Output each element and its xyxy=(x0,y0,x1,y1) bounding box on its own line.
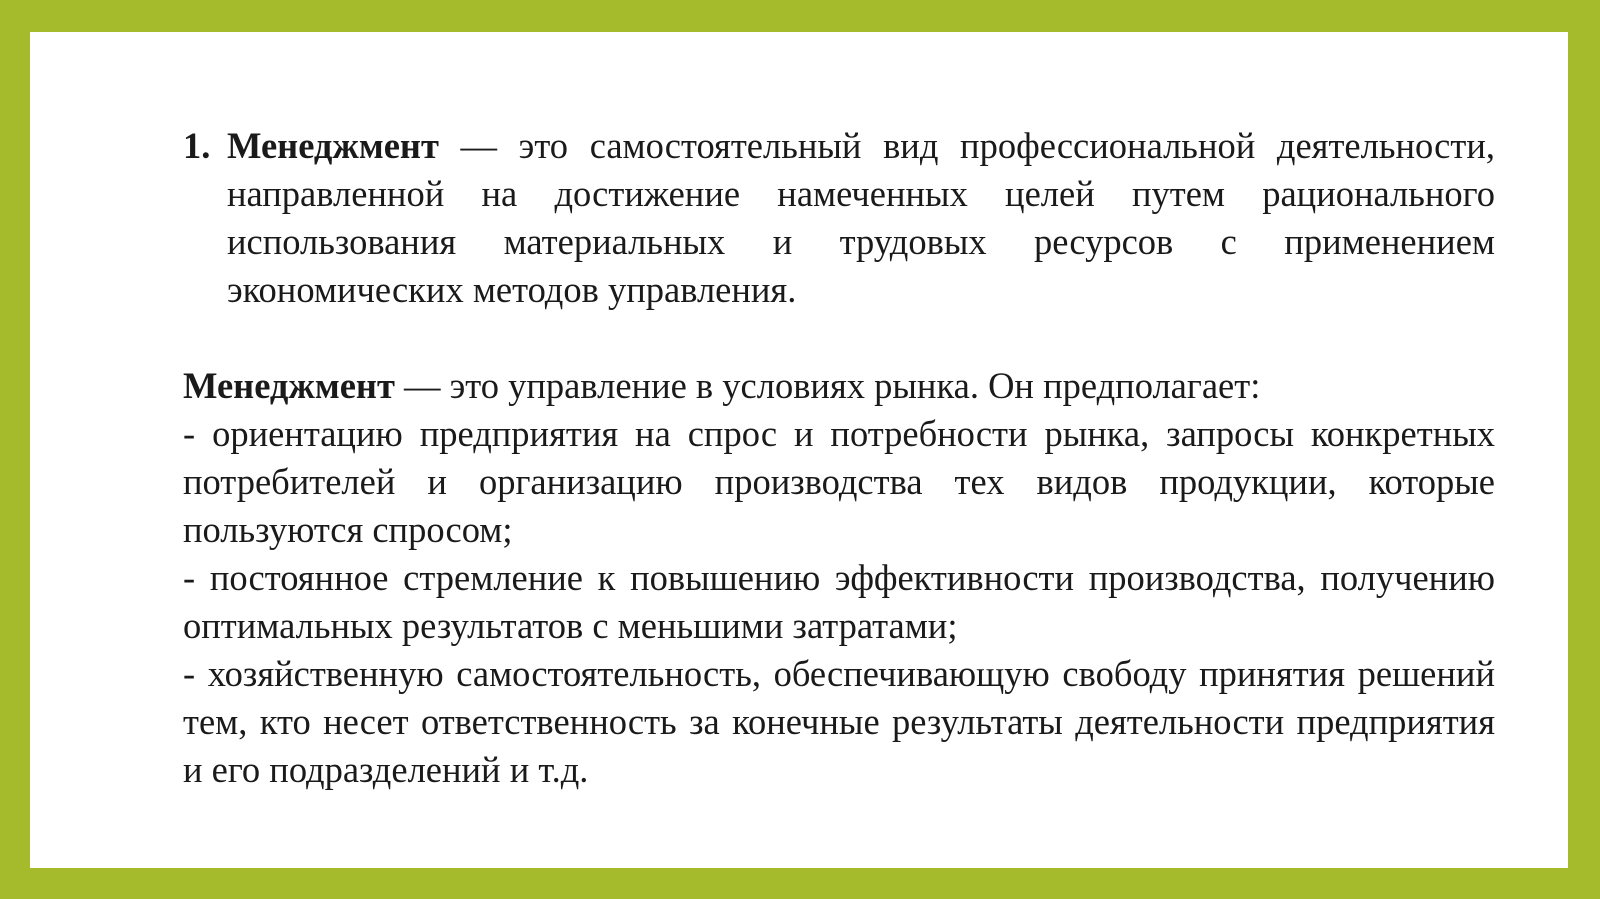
item-1-term: Менеджмент xyxy=(227,125,439,166)
item-number: 1. xyxy=(183,125,211,166)
item-1-body: — это самостоятельный вид профессиональной деятельности, направленной на достижение намеченных целей путем рационального использования материальных и трудовых ресурсов с применением экономических методов управления. xyxy=(227,125,1495,310)
item-1-text xyxy=(227,122,1495,314)
numbered-item-1 xyxy=(183,122,1495,314)
bullet-item-1: - ориентацию предприятия на спрос и потребности рынка, запросы конкретных потребителей и организацию производства тех видов продукции, которые пользуются спросом; xyxy=(183,413,1495,550)
slide xyxy=(30,32,1568,868)
definition-term: Менеджмент xyxy=(183,365,395,406)
definition-paragraph xyxy=(183,362,1495,410)
bullet-item-3: - хозяйственную самостоятельность, обеспечивающую свободу принятия решений тем, кто несет ответственность за конечные результаты деятельности предприятия и его подразделений и т.д. xyxy=(183,653,1495,790)
paragraph-spacer xyxy=(183,314,1495,362)
definition-body: — это управление в условиях рынка. Он предполагает: xyxy=(394,365,1261,406)
slide-content xyxy=(183,122,1495,794)
bullet-item-2: - постоянное стремление к повышению эффективности производства, получению оптимальных результатов с меньшими затратами; xyxy=(183,557,1495,646)
